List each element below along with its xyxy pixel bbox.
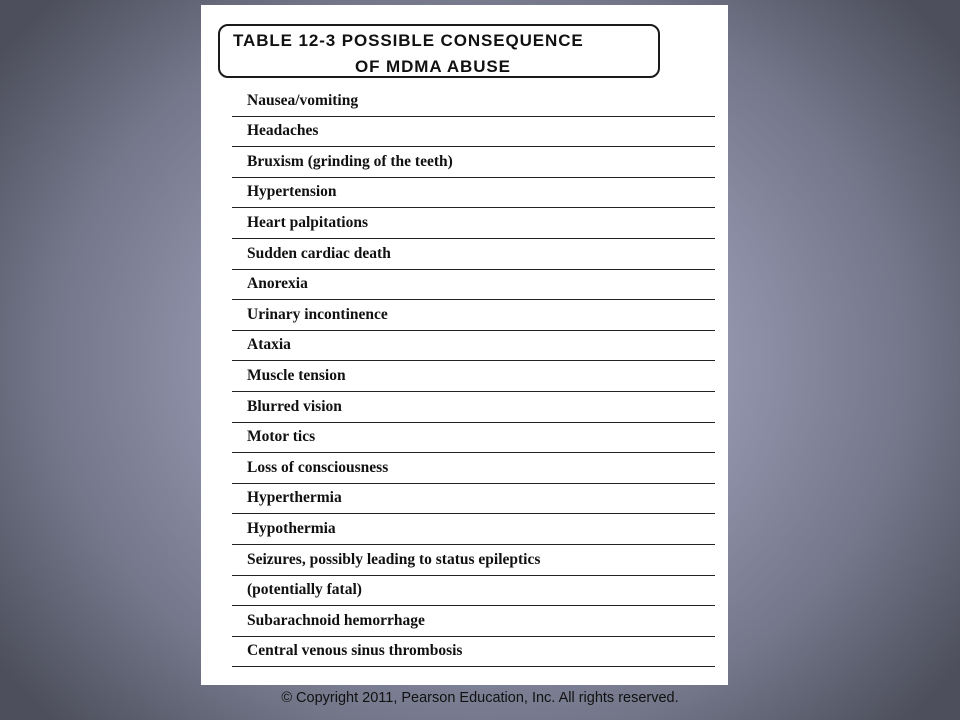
row-label: Motor tics — [247, 428, 316, 446]
table-row — [232, 637, 715, 668]
table-row — [232, 178, 715, 209]
table-row — [232, 117, 715, 148]
row-label: Urinary incontinence — [247, 305, 388, 323]
table-title-box — [218, 24, 660, 78]
table-row — [232, 514, 715, 545]
table-row — [232, 545, 715, 576]
table-row — [232, 576, 715, 607]
row-label: Loss of consciousness — [247, 458, 389, 476]
table-row — [232, 331, 715, 362]
table-title-line-1: TABLE 12-3 POSSIBLE CONSEQUENCE — [233, 31, 584, 50]
table-row — [232, 208, 715, 239]
table-row — [232, 453, 715, 484]
row-label: Anorexia — [247, 275, 308, 293]
row-label: Central venous sinus thrombosis — [247, 642, 463, 660]
row-label: Seizures, possibly leading to status epileptics — [247, 550, 541, 568]
table-row — [232, 423, 715, 454]
row-label: Subarachnoid hemorrhage — [247, 611, 425, 629]
row-label: Heart palpitations — [247, 213, 368, 231]
table-row — [232, 392, 715, 423]
table-title-line-2: OF MDMA ABUSE — [355, 57, 511, 76]
table-row — [232, 361, 715, 392]
row-label: Bruxism (grinding of the teeth) — [247, 152, 453, 170]
table-row — [232, 239, 715, 270]
row-label: Sudden cardiac death — [247, 244, 391, 262]
row-label: Headaches — [247, 122, 319, 140]
row-label: Blurred vision — [247, 397, 342, 415]
table-row — [232, 484, 715, 515]
row-label: Hypertension — [247, 183, 337, 201]
row-label: Muscle tension — [247, 366, 346, 384]
copyright-footer: © Copyright 2011, Pearson Education, Inc. All rights reserved. — [281, 690, 679, 706]
row-label: Hypothermia — [247, 519, 336, 537]
table-row — [232, 606, 715, 637]
table-row — [232, 147, 715, 178]
consequence-list — [232, 86, 715, 667]
table-row — [232, 86, 715, 117]
table-row — [232, 300, 715, 331]
row-label: Nausea/vomiting — [247, 91, 359, 109]
row-label: Hyperthermia — [247, 489, 342, 507]
row-label: (potentially fatal) — [247, 581, 362, 599]
table-page — [201, 5, 728, 685]
table-row — [232, 270, 715, 301]
row-label: Ataxia — [247, 336, 291, 354]
